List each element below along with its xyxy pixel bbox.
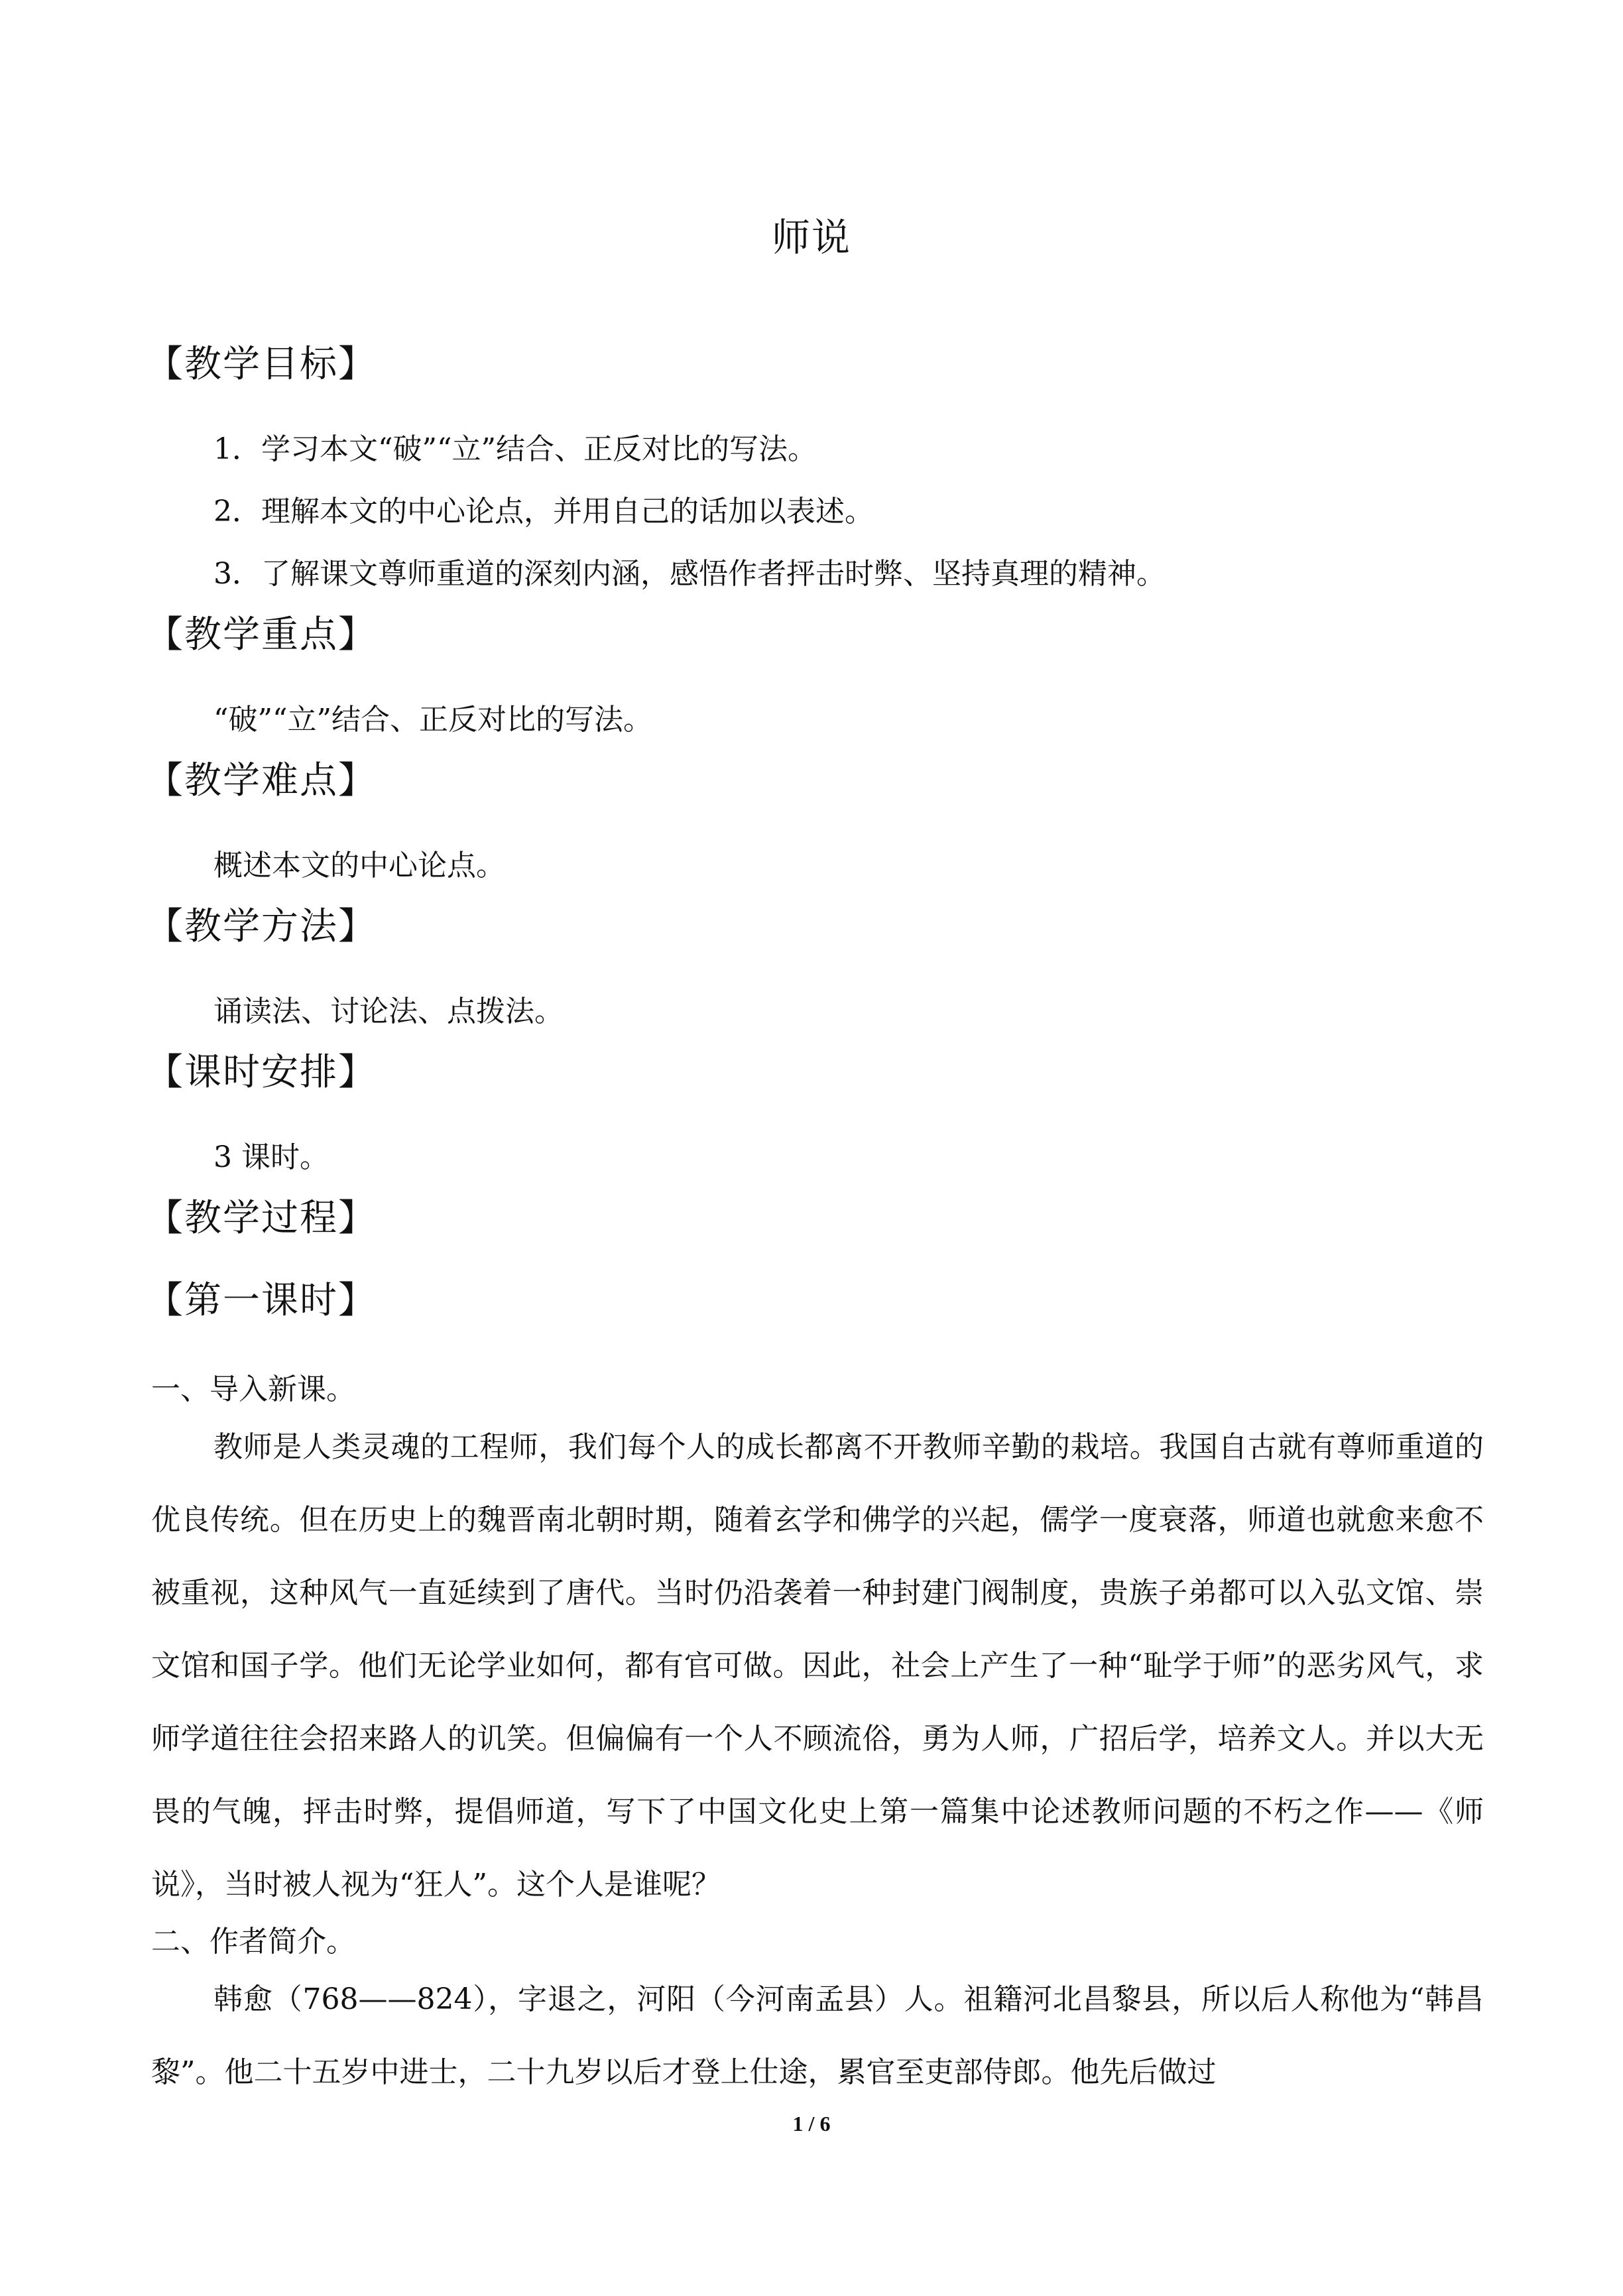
objective-item-1: 1．学习本文“破”“立”结合、正反对比的写法。 xyxy=(213,432,817,466)
page-title: 师说 xyxy=(771,215,851,260)
heading-lesson-one: 【第一课时】 xyxy=(146,1279,377,1322)
objective-item-2: 2．理解本文的中心论点，并用自己的话加以表述。 xyxy=(213,495,874,528)
heading-objectives: 【教学目标】 xyxy=(146,343,377,386)
step1-title: 一、导入新课。 xyxy=(151,1372,355,1406)
objective-item-3: 3．了解课文尊师重道的深刻内涵，感悟作者抨击时弊、坚持真理的精神。 xyxy=(213,557,1166,591)
page-indicator: 1 / 6 xyxy=(792,2112,831,2136)
heading-difficulties: 【教学难点】 xyxy=(146,759,377,802)
methods-text: 诵读法、讨论法、点拨法。 xyxy=(213,995,564,1028)
step1-paragraph: 教师是人类灵魂的工程师，我们每个人的成长都离不开教师辛勤的栽培。我国自古就有尊师重道的优良传统。但在历史上的魏晋南北朝时期，随着玄学和佛学的兴起，儒学一度衰落，师道也就愈来愈不被重视，这种风气一直延续到了唐代。当时仍沿袭着一种封建门阀制度，贵族子弟都可以入弘文馆、崇文馆和国子学。他们无论学业如何，都有官可做。因此，社会上产生了一种“耻学于师”的恶劣风气，求师学道往往会招来路人的讥笑。但偏偏有一个人不顾流俗，勇为人师，广招后学，培养文人。并以大无畏的气魄，抨击时弊，提倡师道，写下了中国文化史上第一篇集中论述教师问题的不朽之作——《师说》，当时被人视为“狂人”。这个人是谁呢？ xyxy=(151,1430,1484,1902)
key-points-text: “破”“立”结合、正反对比的写法。 xyxy=(213,703,652,737)
step2-title: 二、作者简介。 xyxy=(151,1925,355,1959)
schedule-text: 3 课时。 xyxy=(213,1140,329,1174)
heading-process: 【教学过程】 xyxy=(146,1197,377,1240)
heading-schedule: 【课时安排】 xyxy=(146,1051,377,1094)
heading-methods: 【教学方法】 xyxy=(146,905,377,948)
heading-key-points: 【教学重点】 xyxy=(146,613,377,656)
step2-paragraph: 韩愈（768——824），字退之，河阳（今河南孟县）人。祖籍河北昌黎县，所以后人称他为“韩昌黎”。他二十五岁中进士，二十九岁以后才登上仕途，累官至吏部侍郎。他先后做过 xyxy=(151,1982,1484,2089)
difficulties-text: 概述本文的中心论点。 xyxy=(213,849,505,882)
